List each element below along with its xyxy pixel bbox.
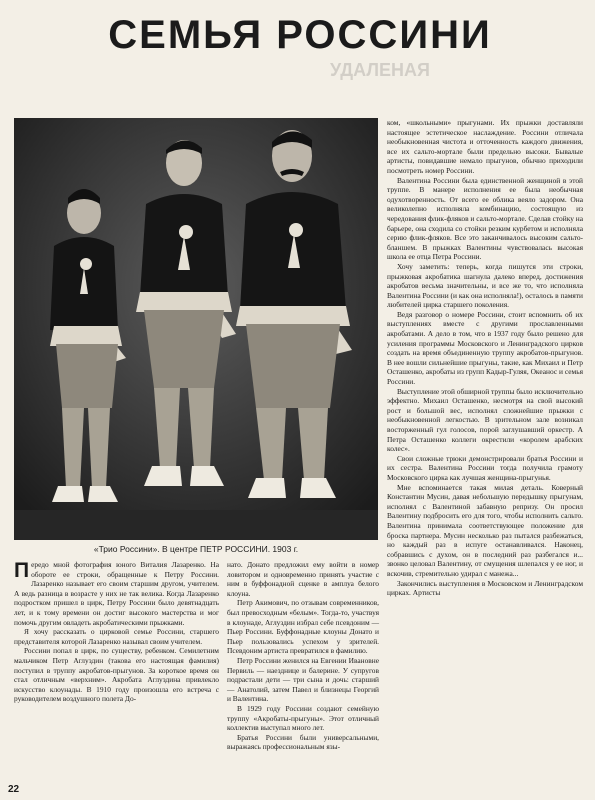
paragraph: ком, «школьными» прыгунами. Их прыжки доставляли настоящее эстетическое наслаждение. Россини отличала необыкновенная чистота и отточенность каждого движения, все их сальто-мортале были предельно высоки. Бывалые артисты, повидавшие немало прыгунов, обычно приходили посмотреть номер Россини. <box>387 118 583 175</box>
text-column-left <box>14 560 219 704</box>
paragraph: Выступление этой обширной труппы было исключительно эффектно. Михаил Осташенко, несмотря на свой высокий рост и большой вес, исполнял сложнейшие прыжки с необыкновенной легкостью. В зрительном зале возникал восторженный гул голосов, порой заглушавший оркестр. А Петра Осташенко коллеги окрестили «королем арабских колес». <box>387 386 583 454</box>
photo-caption: «Трио Россини». В центре ПЕТР РОССИНИ. 1903 г. <box>93 544 299 554</box>
trio-photo <box>14 118 378 540</box>
paragraph: Передо мной фотография юного Виталия Лазаренко. На обороте ее строки, обращенные к Петру Россини. Лазаренко называет его своим старшим другом, учителем. А ведь разница в возрасте у них не так велика. Когда Лазаренко подростком пришел в цирк, Петру Россини было девятнадцать лет, и к тому времени он достиг высокого мастерства и мог помочь другим овладеть акробатическими прыжками. <box>14 559 219 627</box>
drop-cap: П <box>14 559 30 582</box>
paragraph: Свои сложные трюки демонстрировали братья Россини и их сестра. Валентина Россини тогда получила грамоту Московского цирка как лучшая женщина-прыгунья. <box>387 453 583 482</box>
paragraph: Мне вспоминается такая милая деталь. Коверный Константин Мусин, давая небольшую передышку прыгунам, исполнял с Валентиной забавную репризу. Он просил Валентину подбросить его для того, чтобы исполнить сальто. Валентина принимала соответствующее положение для броска партнера. Мусин несколько раз пытался разбежаться, но каждый раз в испуге останавливался. Наконец, собравшись с духом, он в последний раз разбегался и... звонко целовал Валентину, от смущения шлепался у ее ног, и вскочив, стремительно удирал с манежа... <box>387 482 583 578</box>
text-column-right <box>387 118 583 598</box>
page-number: 22 <box>8 784 20 795</box>
bleed-through-text: УДАЛЕНАЯ <box>330 60 430 80</box>
paragraph: Петр Россини женился на Евгении Ивановне Первиль — наезднице и балерине. У супругов подрастали дети — три сына и дочь: старший — Анатолий, затем Павел и близнецы Георгий и Валентина. <box>227 655 379 704</box>
paragraph: нато. Донато предложил ему войти в номер ловитором и одновременно принять участие с ним в буффонадной сценке в амплуа белого клоуна. <box>227 560 379 598</box>
paragraph: Я хочу рассказать о цирковой семье Россини, старшего представителя которой Лазаренко называл своим учителем. <box>14 627 219 646</box>
paragraph: Ведя разговор о номере Россини, стоит вспомнить об их выступлениях вместе с другими прославленными акробатами. А дело в том, что в 1937 году было решено для усиления программы Московского и Ленинградского цирков создать на время объединенную труппу акробатов-прыгунов. В нее вошли сильнейшие прыгуны, такие, как Михаил и Петр Осташенко, акробаты из групп Кадыр-Гуляя, Океанос и семья Россини. <box>387 309 583 387</box>
paragraph: Закончились выступления в Московском и Ленинградском цирках. Артисты <box>387 578 583 598</box>
paragraph: Петр Акимович, по отзывам современников, был превосходным «белым». Тогда-то, участвуя в клоунаде, Аглуздин избрал себе псевдоним — Пьер Россини. Буффонадные клоуны Донато и Пьер пользовались успехом у зрителей. Псевдоним артиста превратился в фамилию. <box>227 598 379 656</box>
paragraph: Валентина Россини была единственной женщиной в этой труппе. В манере исполнения ее была необычная одухотворенность. От всего ее облика веяло задором. Она великолепно исполняла комбинацию, состоящую из чередования флик-фляков и сальто-мортале. Сделав стойку на барьере, она сходила со стойки резким курбетом и исполняла серию флик-фляков. Все это заканчивалось высоким сальто-бланшем. В прыжках Валентины чувствовалась высокая школа ее отца Петра Россини. <box>387 175 583 262</box>
article-title: СЕМЬЯ РОССИНИ <box>108 13 492 57</box>
paragraph: В 1929 году Россини создают семейную труппу «Акробаты-прыгуны». Этот отличный коллектив выступал много лет. <box>227 703 379 733</box>
paragraph: Братья Россини были универсальными, выражаясь профессиональным язы- <box>227 732 379 752</box>
text-column-middle <box>227 560 379 752</box>
paragraph: Россини попал в цирк, по существу, ребенком. Семилетним мальчиком Петр Аглуздин (такова его настоящая фамилия) поступил в труппу акробатов-прыгунов. За короткое время он стал отличным «верхним». Акробата Аглуздина привлекло искусство клоунады. В 1910 году произошла его встреча с руководителем воздушного полета До- <box>14 646 219 704</box>
paragraph: Хочу заметить: теперь, когда пишутся эти строки, прыжковая акробатика шагнула далеко вперед, достижения акробатов весьма значительны, и все же то, что исполняла Валентина Россини (и как она исполняла!), осталось в памяти любителей цирка старшего поколения. <box>387 261 583 310</box>
